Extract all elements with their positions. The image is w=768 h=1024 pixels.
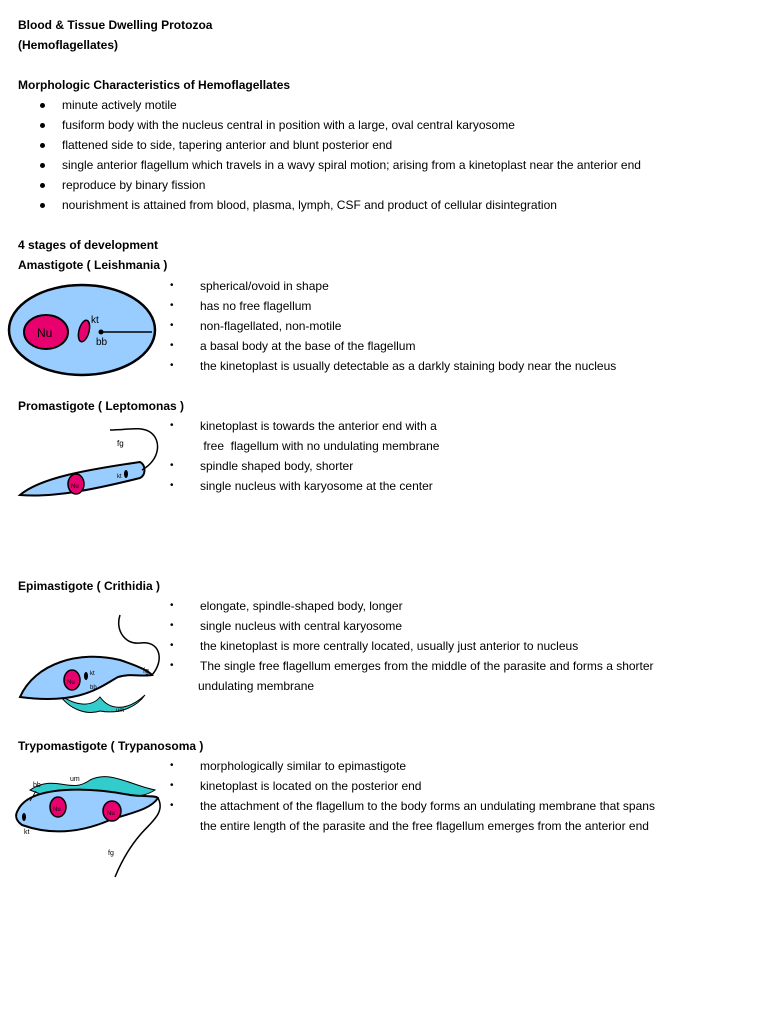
promastigote-nu-label: Nu <box>71 484 79 490</box>
trypomastigote-nu-label-2: Nu <box>107 811 115 817</box>
trypomastigote-nu-label-1: Nu <box>53 807 61 813</box>
amastigote-kt-label: kt <box>91 315 99 326</box>
trypomastigote-bb-label: bb <box>33 782 41 789</box>
promastigote-kt-label: kt <box>117 474 122 480</box>
epimastigote-bb-label: bb <box>90 685 97 691</box>
amastigote-bb-label: bb <box>96 337 108 348</box>
trypomastigote-um-label: um <box>70 776 80 783</box>
stages-heading: 4 stages of development <box>18 238 159 252</box>
amastigote-diagram <box>0 275 170 385</box>
trypomastigote-fg-label: fg <box>108 850 114 857</box>
epimastigote-heading: Epimastigote ( Crithidia ) <box>18 579 161 593</box>
epimastigote-um-label: um <box>116 708 125 714</box>
trypomastigote-heading: Trypomastigote ( Trypanosoma ) <box>18 739 204 753</box>
epimastigote-nu-label: Nu <box>67 680 75 686</box>
document-title: Blood & Tissue Dwelling Protozoa <box>18 18 213 32</box>
amastigote-heading: Amastigote ( Leishmania ) <box>18 258 168 272</box>
amastigote-nu-label: Nu <box>37 326 53 340</box>
promastigote-fg-label: fg <box>117 439 124 448</box>
epimastigote-kt-label: kt <box>90 671 95 677</box>
epimastigote-fg-label: fg <box>143 668 149 675</box>
trypomastigote-diagram <box>0 765 175 880</box>
promastigote-heading: Promastigote ( Leptomonas ) <box>18 399 185 413</box>
document-page: Blood & Tissue Dwelling Protozoa (Hemoflagellates) Morphologic Characteristics of Hemoflagellates minute actively motile fusiform body with the nucleus central in position with a large, oval central karyosome flattened side to side, tapering anterior and blunt posterior end single anterior flagellum which travels in a wavy spiral motion; arising from a kinetoplast near the anterior end reproduce by binary fission nourishment is attained from blood, plasma, lymph, CSF and product of cellular disintegration 4 stages of development Amastigote ( Leishmania ) Nu kt bb • spherical/ovoid in shape • has no free flagellum • non-flagellated, non-motile • a basal body at the base of the flagellum • the kinetoplast is usually detectable as a darkly staining body near the nucleus Promastigote ( Leptomonas ) Nu kt fg • kinetoplast is towards the anterior end with a free flagellum with no undulating membrane • spindle shaped body, shorter • single nucleus with karyosome at the center Epimastigote ( Crithidia ) Nu kt bb fg um • elongate, spindle-shaped body, longer • single nucleus with central karyosome • the kinetoplast is more centrally located, usually just anterior to nucleus • The single free flagellum emerges from the middle of the parasite and forms a shorter undulating membrane Trypomastigote ( Trypanosoma ) Nu Nu bb um kt fg • morphologically similar to epimastigote • kinetoplast is located on the posterior end • the attachment of the flagellum to the body forms an undulating membrane that spans the entire length of the parasite and the free flagellum emerges from the anterior end <box>0 0 768 1024</box>
morphology-heading: Morphologic Characteristics of Hemoflagellates <box>18 78 291 92</box>
trypomastigote-kt-label: kt <box>24 829 30 836</box>
promastigote-diagram <box>0 420 170 510</box>
document-subtitle: (Hemoflagellates) <box>18 38 119 52</box>
epimastigote-diagram <box>0 615 170 725</box>
